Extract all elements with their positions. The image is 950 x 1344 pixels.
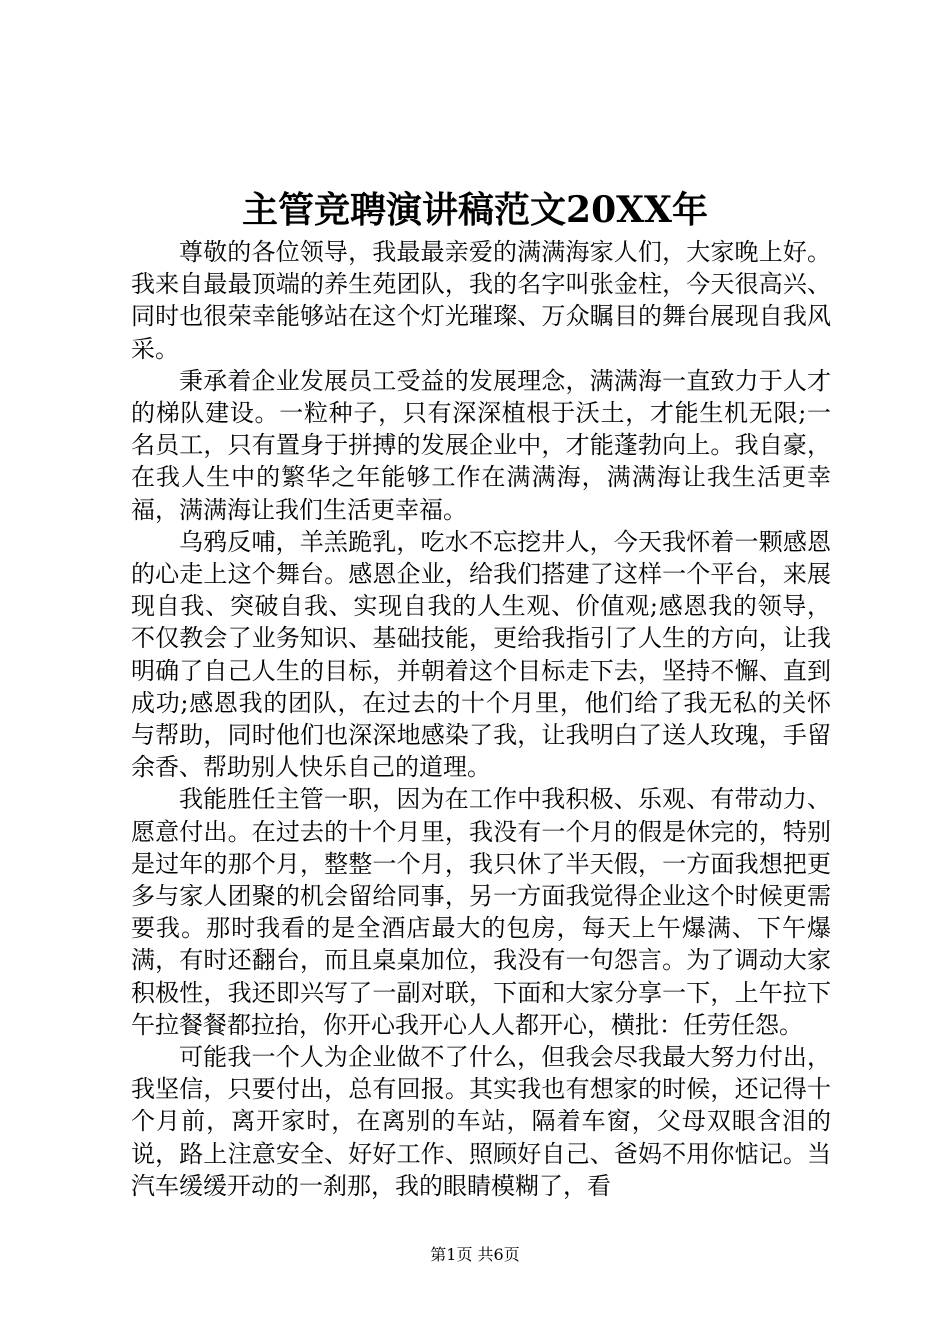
document-title: 主管竞聘演讲稿范文20XX年 — [242, 189, 708, 231]
paragraph-4: 我能胜任主管一职，因为在工作中我积极、乐观、有带动力、愿意付出。在过去的十个月里，我没有一个月的假是休完的，特别是过年的那个月，整整一个月，我只休了半天假，一方面我想把更多与家人团聚的机会留给同事，另一方面我觉得企业这个时候更需要我。那时我看的是全酒店最大的包房，每天上午爆满、下午爆满，有时还翻台，而且桌桌加位，我没有一句怨言。为了调动大家积极性，我还即兴写了一副对联，下面和大家分享一下，上午拉下午拉餐餐都拉抬，你开心我开心人人都开心，横批：任劳任怨。 — [131, 785, 831, 1039]
paragraph-2: 秉承着企业发展员工受益的发展理念，满满海一直致力于人才的梯队建设。一粒种子，只有深深植根于沃土，才能生机无限;一名员工，只有置身于拼搏的发展企业中，才能蓬勃向上。我自豪，在我人生中的繁华之年能够工作在满满海，满满海让我生活更幸福，满满海让我们生活更幸福。 — [131, 366, 831, 524]
paragraph-5: 可能我一个人为企业做不了什么，但我会尽我最大努力付出，我坚信，只要付出，总有回报。其实我也有想家的时候，还记得十个月前，离开家时，在离别的车站，隔着车窗，父母双眼含泪的说，路上注意安全、好好工作、照顾好自己、爸妈不用你惦记。当汽车缓缓开动的一刹那，我的眼睛模糊了，看 — [131, 1043, 831, 1200]
paragraph-3: 乌鸦反哺，羊羔跪乳，吃水不忘挖井人，今天我怀着一颗感恩的心走上这个舞台。感恩企业，给我们搭建了这样一个平台，来展现自我、突破自我、实现自我的人生观、价值观;感恩我的领导，不仅教会了业务知识、基础技能，更给我指引了人生的方向，让我明确了自己人生的目标，并朝着这个目标走下去，坚持不懈、直到成功;感恩我的团队，在过去的十个月里，他们给了我无私的关怀与帮助，同时他们也深深地感染了我，让我明白了送人玫瑰，手留余香、帮助别人快乐自己的道理。 — [131, 527, 831, 782]
paragraph-1: 尊敬的各位领导，我最最亲爱的满满海家人们，大家晚上好。我来自最最顶端的养生苑团队，我的名字叫张金柱，今天很高兴、同时也很荣幸能够站在这个灯光璀璨、万众瞩目的舞台展现自我风采。 — [131, 238, 831, 363]
document-body — [131, 236, 831, 1202]
page-number-footer: 第1页 共6页 — [430, 1245, 520, 1264]
